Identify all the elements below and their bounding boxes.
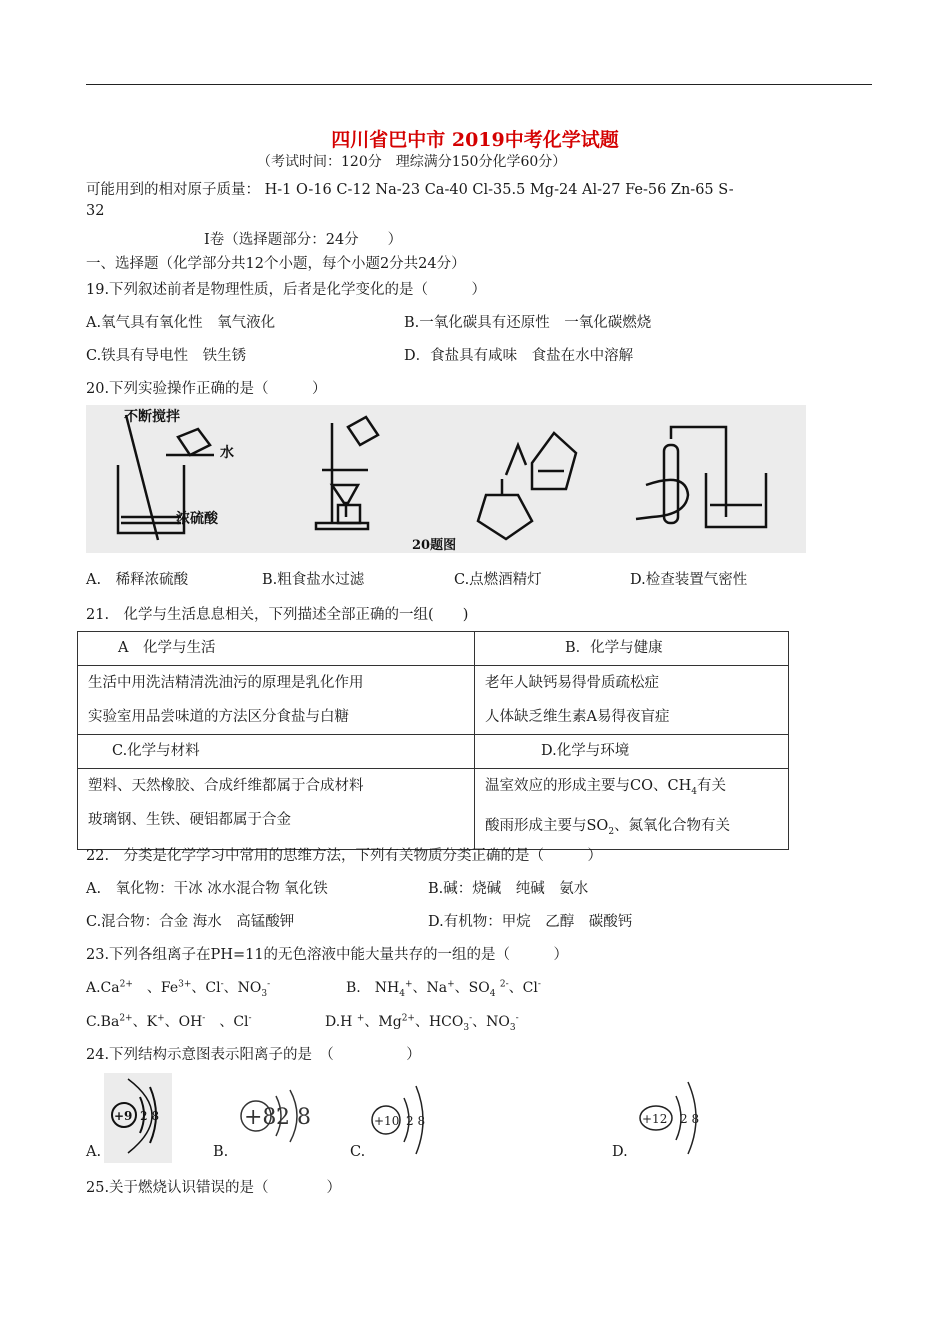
q22-stem: 22. 分类是化学学习中常用的思维方法，下列有关物质分类正确的是（ ） — [86, 848, 603, 864]
q21-table — [77, 631, 789, 850]
q20-option-d: D.检查装置气密性 — [630, 572, 748, 588]
q23-option-b: B. $NH_4^+$、Na+、$SO_4$ $^{2-}$、Cl- — [346, 979, 541, 999]
q21-a-line-2: 实验室用品尝味道的方法区分食盐与白糖 — [88, 709, 349, 725]
q22-option-a: A. 氧化物：干冰 冰水混合物 氧化铁 — [86, 881, 328, 897]
header-rule — [86, 84, 872, 85]
lab-apparatus-illustration — [86, 405, 806, 553]
q19-option-b: B.一氧化碳具有还原性 一氧化碳燃烧 — [404, 315, 652, 331]
fig-caption: 20题图 — [412, 538, 457, 553]
q21-head-a: A 化学与生活 — [78, 632, 475, 666]
q21-d-line-2: 酸雨形成主要与$SO_2$、氮氧化合物有关 — [485, 817, 731, 837]
ion-d-nucleus: +12 — [642, 1112, 668, 1126]
q21-cell-c — [78, 769, 475, 850]
ion-diagram-b — [236, 1086, 316, 1146]
q23-option-c: $C.Ba^{2+}$、K+、OH- 、Cl- — [86, 1013, 252, 1030]
q21-d-line-1: 温室效应的形成主要与CO、$CH_4$有关 — [485, 778, 726, 797]
q21-head-d: D.化学与环境 — [475, 735, 789, 769]
ion-c-shells: 2 8 — [406, 1114, 426, 1128]
q23-option-d: D.H +、$Mg^{2+}$、$HCO_3^-$、$NO_3^-$ — [325, 1013, 519, 1033]
q20-option-a: A. 稀释浓硫酸 — [86, 572, 189, 588]
fig-label-water: 水 — [220, 445, 234, 461]
ion-d-shells: 2 8 — [680, 1112, 700, 1126]
q20-option-b: B.粗食盐水过滤 — [262, 572, 365, 588]
ion-diagram-a — [104, 1073, 172, 1163]
fig-label-stir: 不断搅拌 — [124, 409, 180, 425]
q19-option-a: A.氧气具有氧化性 氧气液化 — [86, 315, 276, 331]
q23-stem: 23.下列各组离子在PH=11的无色溶液中能大量共存的一组的是（ ） — [86, 947, 569, 963]
q22-option-b: B.碱：烧碱 纯碱 氨水 — [428, 881, 589, 897]
part-heading: Ⅰ卷（选择题部分：24分 ） — [204, 232, 403, 248]
q24-option-a: A. — [86, 1144, 102, 1160]
q21-cell-a — [78, 666, 475, 735]
ion-a-nucleus: +9 — [114, 1109, 133, 1123]
q21-stem: 21. 化学与生活息息相关，下列描述全部正确的一组( ) — [86, 607, 469, 623]
q24-option-b: B. — [213, 1144, 229, 1160]
q20-option-c: C.点燃酒精灯 — [454, 572, 542, 588]
fig-label-acid: 浓硫酸 — [176, 511, 218, 527]
q22-option-c: C.混合物：合金 海水 高锰酸钾 — [86, 914, 295, 930]
page-title: 四川省巴中市 2019中考化学试题 — [331, 129, 619, 151]
q21-cell-b — [475, 666, 789, 735]
q24-option-d: D. — [612, 1144, 628, 1160]
ion-diagram-c — [368, 1078, 436, 1162]
q25-stem: 25.关于燃烧认识错误的是（ ） — [86, 1180, 342, 1196]
ion-diagram-d — [636, 1076, 706, 1160]
q21-c-line-1: 塑料、天然橡胶、合成纤维都属于合成材料 — [88, 778, 364, 794]
q24-option-c: C. — [350, 1144, 366, 1160]
q22-option-d: D.有机物：甲烷 乙醇 碳酸钙 — [428, 914, 633, 930]
q19-stem: 19.下列叙述前者是物理性质，后者是化学变化的是（ ） — [86, 282, 487, 298]
q19-option-d: D．食盐具有咸味 食盐在水中溶解 — [404, 348, 634, 364]
ion-c-nucleus: +10 — [374, 1114, 400, 1128]
q21-b-line-1: 老年人缺钙易得骨质疏松症 — [485, 675, 659, 691]
q21-a-line-1: 生活中用洗洁精清洗油污的原理是乳化作用 — [88, 675, 364, 691]
atomic-masses-line-1: 可能用到的相对原子质量： H-1 O-16 C-12 Na-23 Ca-40 Cl-35.5 Mg-24 Al-27 Fe-56 Zn-65 S- — [86, 182, 734, 198]
q21-c-line-2: 玻璃钢、生铁、硬铝都属于合金 — [88, 812, 291, 828]
q20-stem: 20.下列实验操作正确的是（ ） — [86, 381, 327, 397]
q21-head-c: C.化学与材料 — [78, 735, 475, 769]
q20-figure — [86, 405, 806, 553]
q24-stem: 24.下列结构示意图表示阳离子的是 （ ） — [86, 1047, 421, 1063]
q23-option-a: $A.Ca^{2+}$ 、$Fe^{3+}$、Cl-、$NO_3^-$ — [86, 979, 271, 999]
ion-b-shells: 2 8 — [276, 1105, 311, 1130]
q21-cell-d — [475, 769, 789, 850]
q21-b-line-2: 人体缺乏维生素A易得夜盲症 — [485, 709, 670, 725]
section-heading: 一、选择题（化学部分共12个小题，每个小题2分共24分） — [86, 256, 466, 272]
ion-b-nucleus: +8 — [244, 1105, 277, 1130]
q19-option-c: C.铁具有导电性 铁生锈 — [86, 348, 247, 364]
exam-info: （考试时间：120分 理综满分150分化学60分） — [257, 154, 567, 170]
ion-a-shells: 2 8 — [140, 1109, 160, 1123]
q21-head-b: B．化学与健康 — [475, 632, 789, 666]
atomic-masses-line-2: 32 — [86, 203, 105, 219]
